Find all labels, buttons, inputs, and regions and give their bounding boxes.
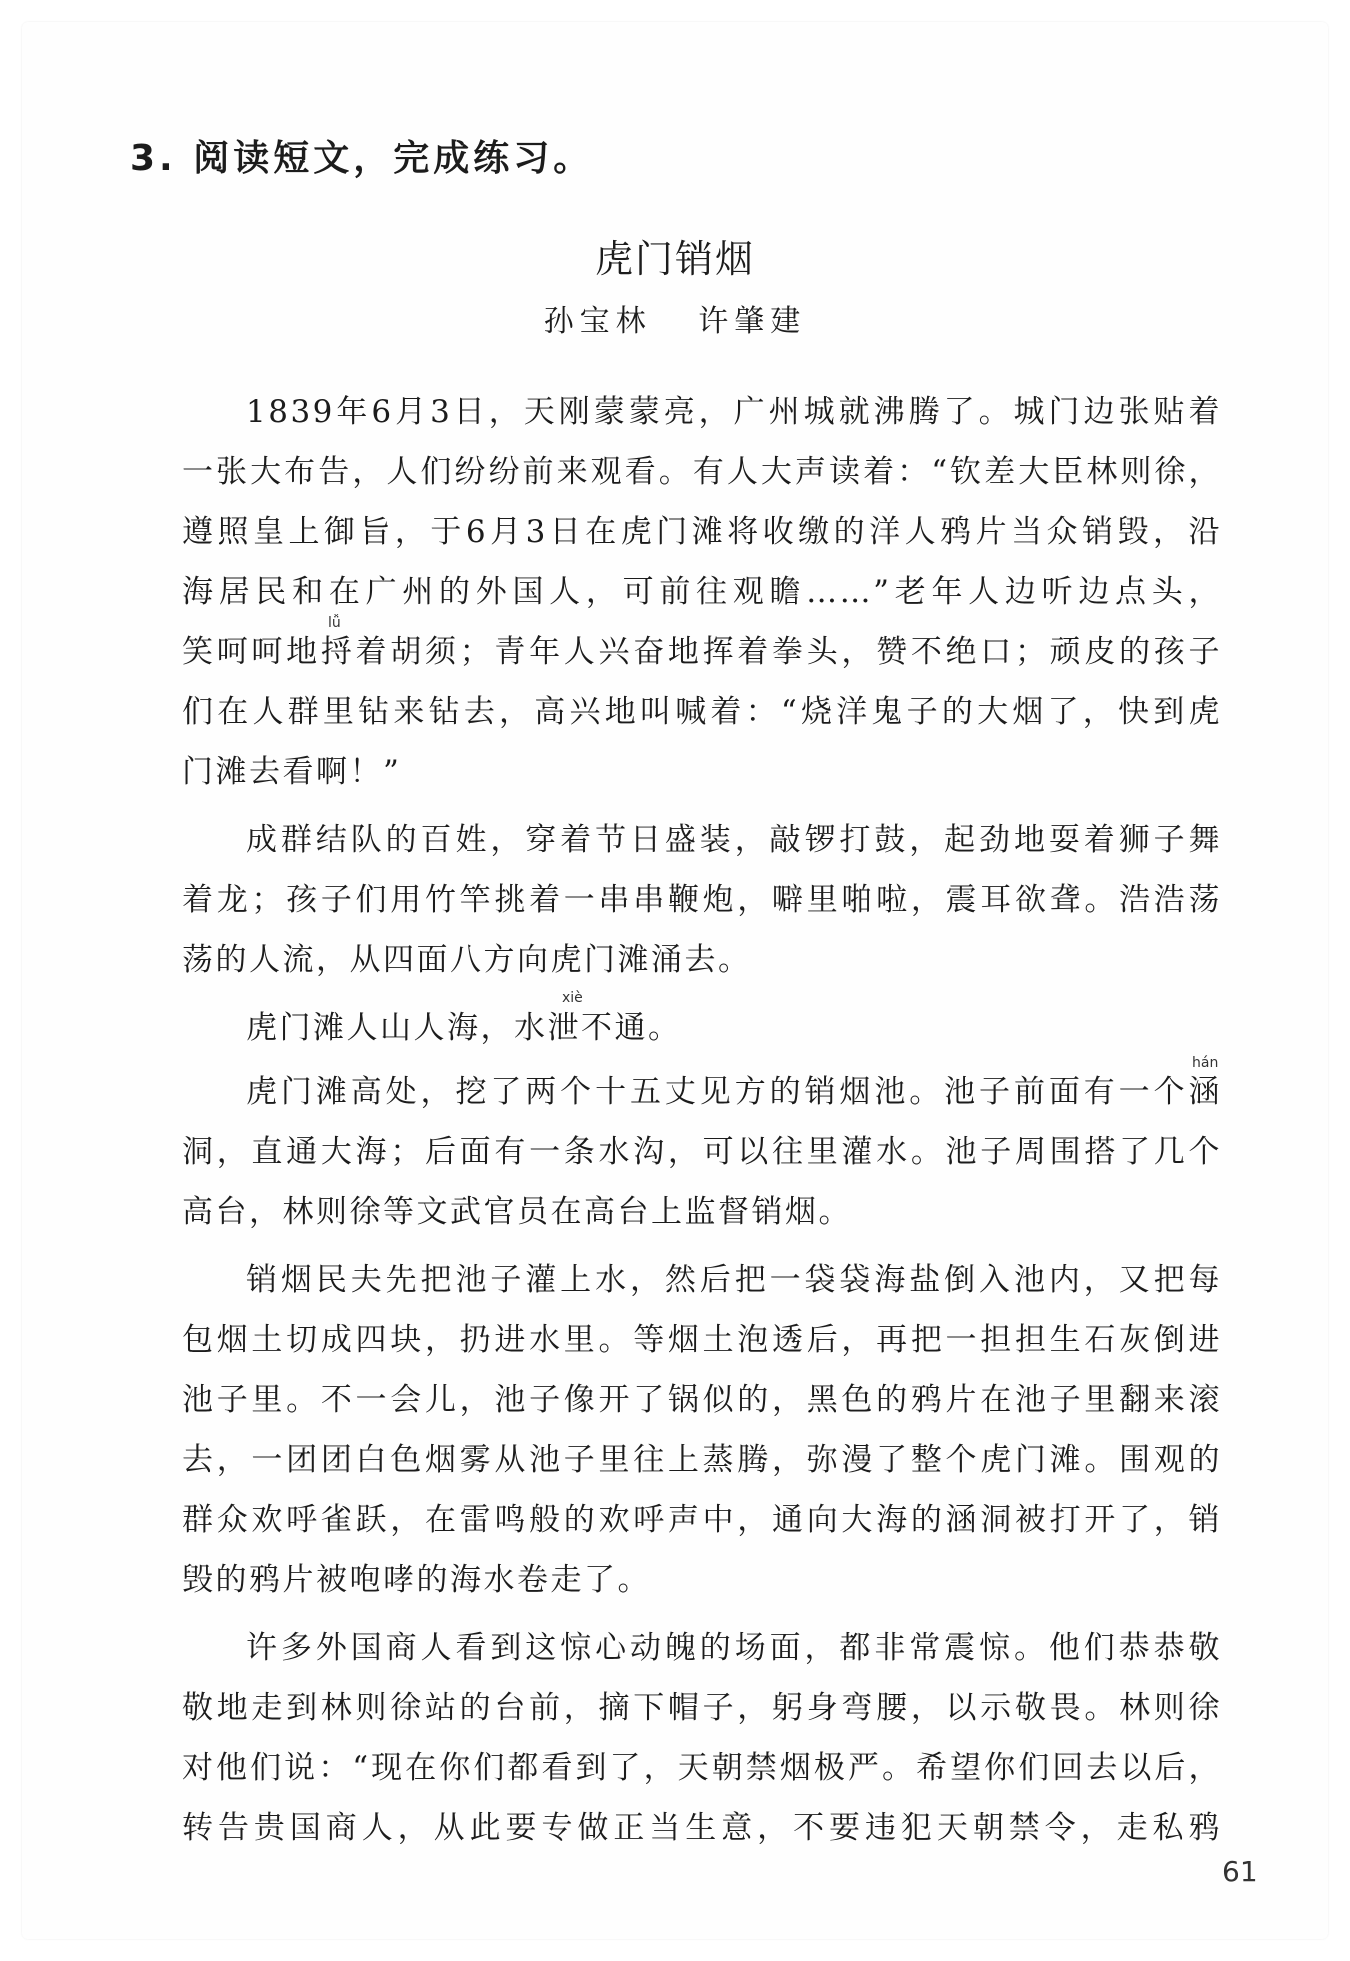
- text-line: 洞，直通大海；后面有一条水沟，可以往里灌水。池子周围搭了几个: [182, 1134, 1222, 1170]
- text-line: 们在人群里钻来钻去，高兴地叫喊着：“烧洋鬼子的大烟了，快到虎: [182, 694, 1222, 730]
- text-line: 着龙；孩子们用竹竿挑着一串串鞭炮，噼里啪啦，震耳欲聋。浩浩荡: [182, 882, 1222, 918]
- text-line: 1839年6月3日，天刚蒙蒙亮，广州城就沸腾了。城门边张贴着: [246, 394, 1222, 430]
- text-line: 遵照皇上御旨，于6月3日在虎门滩将收缴的洋人鸦片当众销毁，沿: [182, 514, 1222, 550]
- exercise-heading: 3. 阅读短文，完成练习。: [130, 138, 594, 179]
- text-line: 许多外国商人看到这惊心动魄的场面，都非常震惊。他们恭恭敬: [246, 1630, 1222, 1666]
- text-line: 去，一团团白色烟雾从池子里往上蒸腾，弥漫了整个虎门滩。围观的: [182, 1442, 1222, 1478]
- page-number: 61: [1222, 1855, 1258, 1888]
- text-line: 门滩去看啊！”: [182, 754, 402, 790]
- text-line: 对他们说：“现在你们都看到了，天朝禁烟极严。希望你们回去以后，: [182, 1750, 1222, 1786]
- text-line: 高台，林则徐等文武官员在高台上监督销烟。: [182, 1194, 852, 1230]
- text-line: 池子里。不一会儿，池子像开了锅似的，黑色的鸦片在池子里翻来滚: [182, 1382, 1222, 1418]
- text-line: 海居民和在广州的外国人，可前往观瞻……”老年人边听边点头，: [182, 574, 1222, 610]
- text-line: 笑呵呵地捋着胡须；青年人兴奋地挥着拳头，赞不绝口；顽皮的孩子: [182, 634, 1222, 670]
- text-line: 毁的鸦片被咆哮的海水卷走了。: [182, 1562, 651, 1598]
- pinyin-annotation: hán: [1192, 1055, 1219, 1071]
- text-line: 包烟土切成四块，扔进水里。等烟土泡透后，再把一担担生石灰倒进: [182, 1322, 1222, 1358]
- article-authors: 孙宝林 许肇建: [543, 304, 807, 339]
- text-line: 成群结队的百姓，穿着节日盛装，敲锣打鼓，起劲地耍着狮子舞: [246, 822, 1222, 858]
- text-line: 敬地走到林则徐站的台前，摘下帽子，躬身弯腰，以示敬畏。林则徐: [182, 1690, 1222, 1726]
- article-title: 虎门销烟: [594, 237, 755, 281]
- text-line: 一张大布告，人们纷纷前来观看。有人大声读着：“钦差大臣林则徐，: [182, 454, 1222, 490]
- text-line: 销烟民夫先把池子灌上水，然后把一袋袋海盐倒入池内，又把每: [246, 1262, 1222, 1298]
- pinyin-annotation: lǚ: [328, 615, 341, 631]
- pinyin-annotation: xiè: [562, 990, 583, 1006]
- text-line: 荡的人流，从四面八方向虎门滩涌去。: [182, 942, 752, 978]
- text-line: 虎门滩人山人海，水泄不通。: [246, 1010, 682, 1046]
- text-line: 群众欢呼雀跃，在雷鸣般的欢呼声中，通向大海的涵洞被打开了，销: [182, 1502, 1222, 1538]
- text-line: 虎门滩高处，挖了两个十五丈见方的销烟池。池子前面有一个涵: [246, 1074, 1222, 1110]
- text-line: 转告贵国商人，从此要专做正当生意，不要违犯天朝禁令，走私鸦: [182, 1810, 1222, 1846]
